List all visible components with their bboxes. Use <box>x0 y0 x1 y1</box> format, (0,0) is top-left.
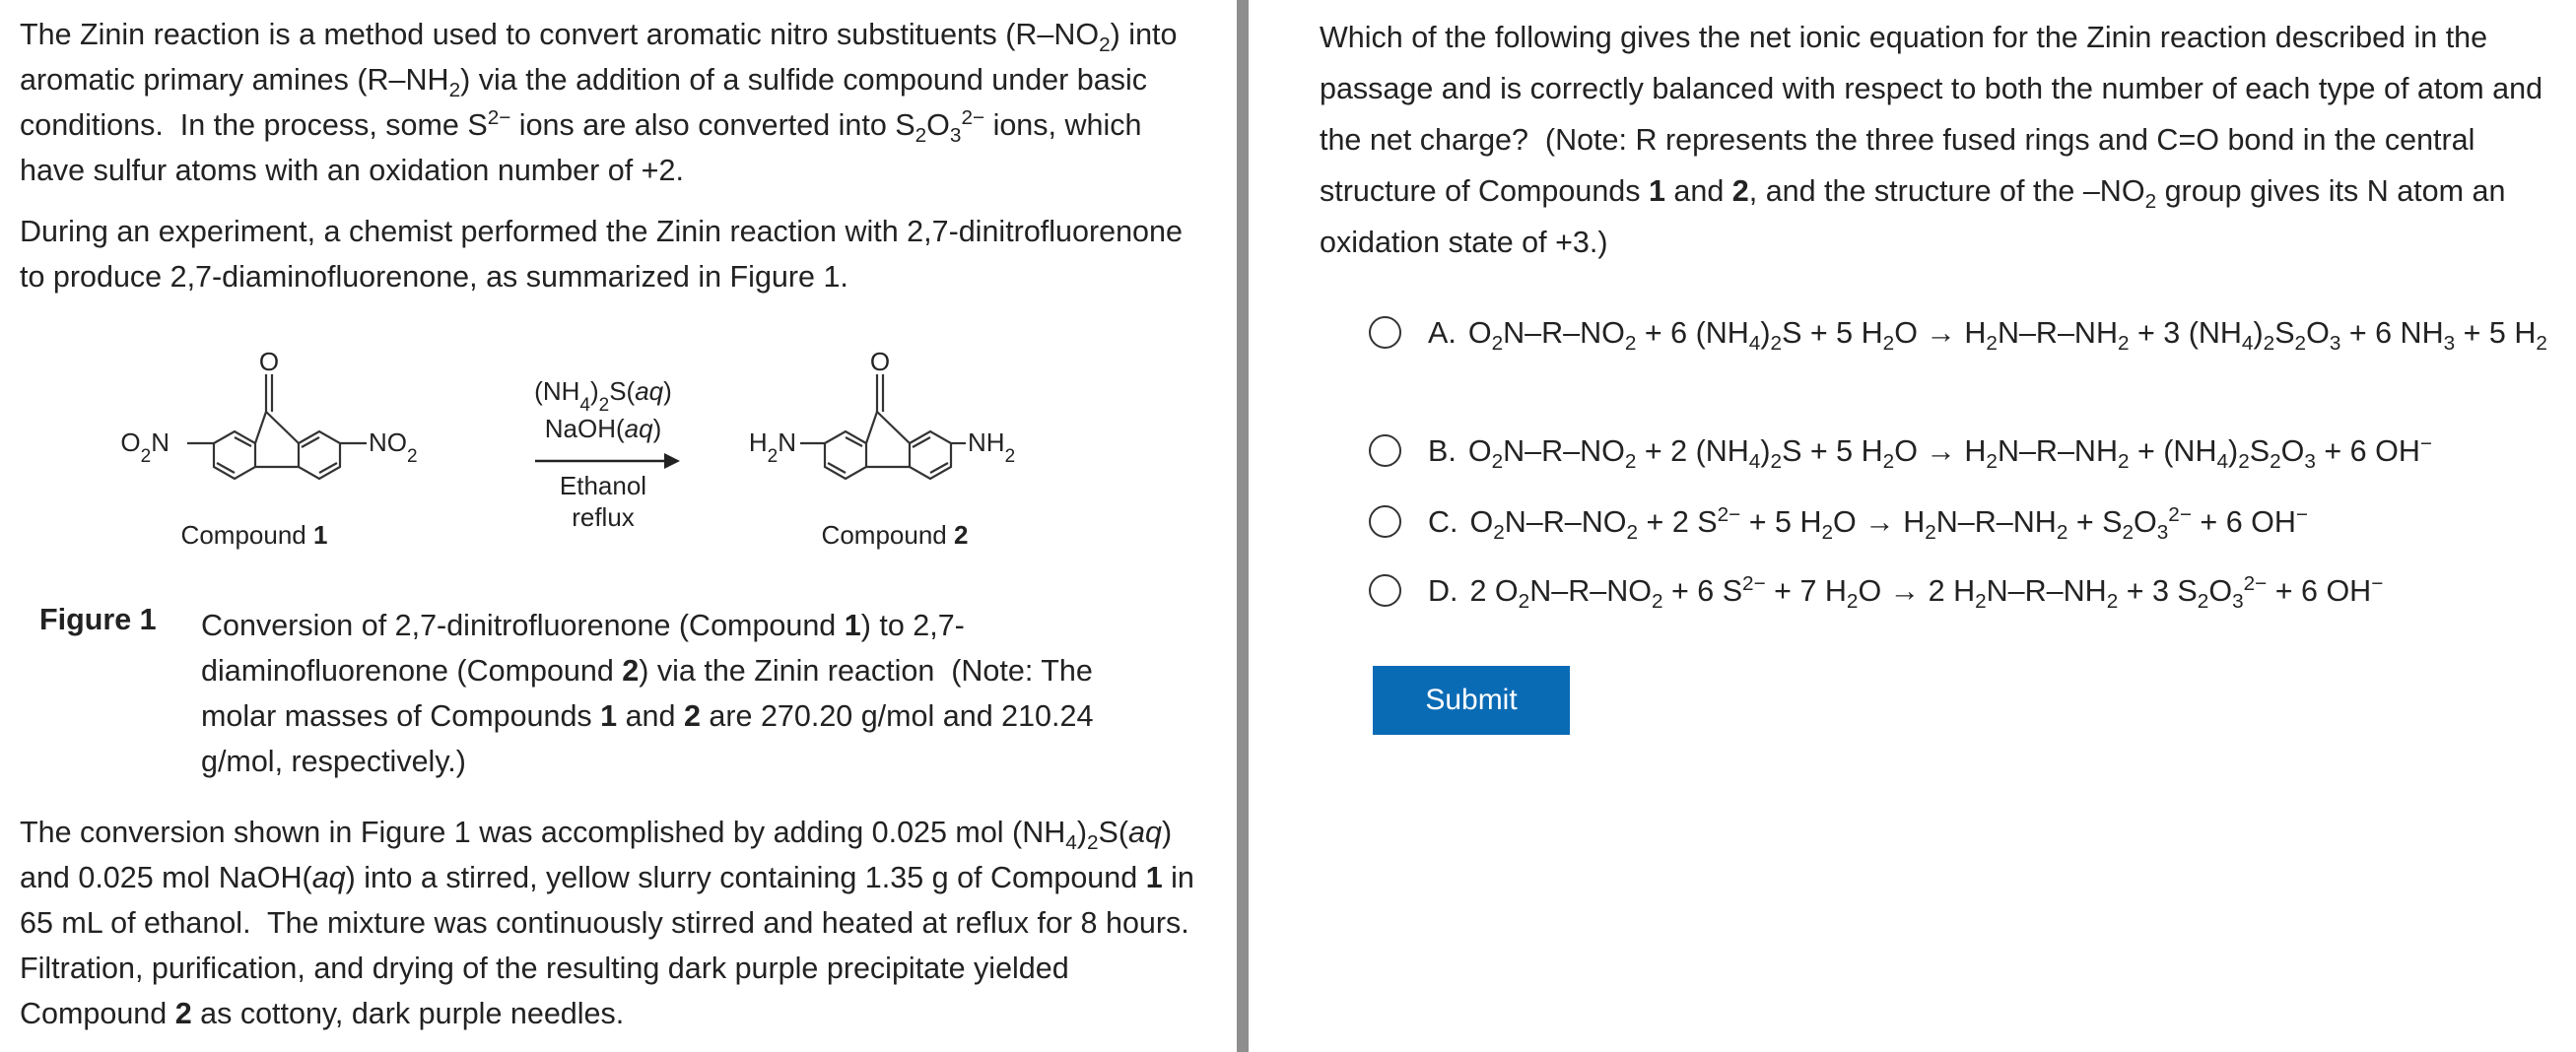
option-letter-c: C. <box>1428 505 1458 539</box>
option-text-c: $O_2N-R-NO_2 + 2$ $S^{2-} + 5$ $H_2O \to H_2N-R-NH_2 + S_2O_3^{2-} + 6$ OH− <box>1469 502 2308 545</box>
option-letter-b: B. <box>1428 434 1457 468</box>
option-text-d: 2 $O_2N-R-NO_2 + 6$ $S^{2-} + 7$ $H_2O \to 2$ $H_2N-R-NH_2 + 3$ $S_2O_3^{2-} + 6$ OH− <box>1469 571 2384 614</box>
compound-2-label: Compound 2 <box>821 520 969 550</box>
radio-button-c[interactable] <box>1369 505 1401 538</box>
amine-group-left: $H_2N$ <box>748 427 796 467</box>
question-panel <box>1249 0 2576 1052</box>
passage-paragraph-3: The conversion shown in Figure 1 was accomplished by adding 0.025 mol $(NH_4)_2S(aq)$ and 0.025 mol NaOH(aq) into a stirred, yellow slurry containing 1.35 g of Compound 1 in 65 mL of ethanol. The mixture was continuously stirred and heated at reflux for 8 hours. Filtration, purification, and drying of the resulting dark purple precipitate yielded Compound 2 as cottony, dark purple needles. <box>20 816 1198 1030</box>
option-letter-d: D. <box>1428 574 1458 608</box>
option-text-b: $O_2N-R-NO_2 + 2$ $(NH_4)_2S + 5$ $H_2O \to H_2N-R-NH_2 + (NH_4)_2S_2O_3 + 6$ OH− <box>1467 431 2432 474</box>
reagent-ammonium-sulfide: $(NH_4)_2S(aq)$ <box>534 376 672 416</box>
radio-button-b[interactable] <box>1369 434 1401 467</box>
panel-divider[interactable] <box>1237 0 1249 1052</box>
answer-option-b[interactable] <box>1369 426 2576 477</box>
reaction-scheme-figure <box>99 335 1016 571</box>
answer-option-d[interactable] <box>1369 565 2576 617</box>
figure-label: Figure 1 <box>39 603 157 636</box>
condition-reflux: reflux <box>572 502 635 532</box>
carbonyl-oxygen-1: O <box>258 347 280 376</box>
compound-1-label: Compound 1 <box>180 520 328 550</box>
answer-option-a[interactable] <box>1369 307 2576 359</box>
reaction-arrow <box>535 453 680 469</box>
passage-panel <box>0 0 1232 1052</box>
option-text-a: $O_2N-R-NO_2 + 6$ $(NH_4)_2S + 5$ $H_2O \to H_2N-R-NH_2 + 3$ $(NH_4)_2S_2O_3 + 6$ $NH_3 + 5$ $H_2$ <box>1467 316 2547 356</box>
radio-button-d[interactable] <box>1369 574 1401 607</box>
passage-paragraph-1: The Zinin reaction is a method used to convert aromatic nitro substituents $(R-NO_2)$ into aromatic primary amines $(R-NH_2)$ via the addition of a sulfide compound under basic conditions. In the process, some $S^{2-}$ ions are also converted into $S_2O_3^{2-}$ ions, which have sulfur atoms with an oxidation number of +2. <box>20 18 1178 187</box>
figure-caption: Conversion of 2,7-dinitrofluorenone (Compound 1) to 2,7-diaminofluorenone (Compound 2) via the Zinin reaction (Note: The molar masses of Compounds 1 and 2 are 270.20 g/mol and 210.24 g/mol, respectively.) <box>201 609 1094 778</box>
reagent-sodium-hydroxide: NaOH(aq) <box>544 414 662 443</box>
nitro-group-right: $NO_2$ <box>369 427 418 467</box>
carbonyl-oxygen-2: O <box>869 347 891 376</box>
amine-group-right: $NH_2$ <box>968 427 1016 467</box>
question-stem: Which of the following gives the net ionic equation for the Zinin reaction described in the passage and is correctly balanced with respect to both the number of each type of atom and the net charge? (Note: R represents the three fused rings and C=O bond in the central structure of Compounds 1 and 2, and the structure of the $-NO_2$ group gives its N atom an oxidation state of +3.) <box>1320 21 2543 259</box>
answer-option-c[interactable] <box>1369 496 2576 548</box>
nitro-group-left: $O_2N$ <box>120 427 169 467</box>
compound-1-structure <box>187 374 367 479</box>
radio-button-a[interactable] <box>1369 316 1401 349</box>
compound-2-structure <box>800 374 966 479</box>
option-letter-a: A. <box>1428 316 1457 350</box>
condition-ethanol: Ethanol <box>559 471 647 500</box>
passage-paragraph-2: During an experiment, a chemist performed the Zinin reaction with 2,7-dinitrofluorenone to produce 2,7-diaminofluorenone, as summarized in Figure 1. <box>20 215 1183 294</box>
submit-button[interactable]: Submit <box>1373 666 1570 735</box>
